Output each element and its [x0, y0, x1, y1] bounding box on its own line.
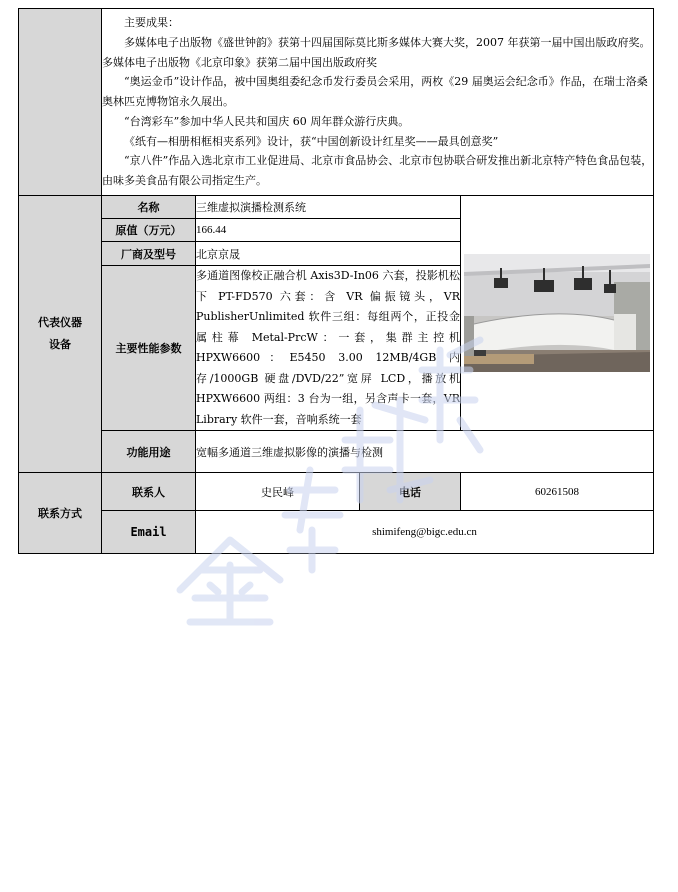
params-label: 主要性能参数 [102, 266, 196, 431]
phone-value: 60261508 [461, 473, 654, 511]
params-value: 多通道图像校正融合机 Axis3D-In06 六套，投影机松下 PT-FD570 六套：含 VR 偏振镜头，VR PublisherUnlimited 软件三组：每组两个，正投金属柱幕 Metal-PrcW：一套，集群主控机 HPXW6600：E5450 3.00 12MB/4GB 内存/1000GB 硬盘/DVD/22”宽屏 LCD，播放机 HPXW6600 两组：3 台为一组，另含声卡一套，VR Library 软件一套，音响系统一套 [196, 266, 461, 431]
use-value: 宽幅多通道三维虚拟影像的演播与检测 [196, 431, 654, 473]
equipment-photo [464, 254, 650, 372]
achievement-paragraph: 多媒体电子出版物《盛世钟韵》获第十四届国际莫比斯多媒体大赛大奖，2007 年获第一届中国出版政府奖。多媒体电子出版物《北京印象》获第二届中国出版政府奖 [102, 36, 651, 69]
person-label: 联系人 [102, 473, 196, 511]
achievements-label-cell [19, 9, 102, 196]
phone-label: 电话 [360, 473, 461, 511]
achievement-paragraph: 《纸有—相册相框相夹系列》设计，获“中国创新设计红星奖——最具创意奖” [124, 134, 499, 148]
achievement-paragraph: “台湾彩车”参加中华人民共和国庆 60 周年群众游行庆典。 [124, 114, 410, 128]
name-label: 名称 [102, 196, 196, 219]
maker-label: 厂商及型号 [102, 242, 196, 266]
achievement-paragraph: “京八件”作品入选北京市工业促进局、北京市食品协会、北京市包协联合研发推出新北京特产特色食品包装，由味多美食品有限公司指定生产。 [102, 154, 653, 187]
contact-section-label: 联系方式 [19, 473, 102, 554]
price-value: 166.44 [196, 219, 461, 242]
person-value: 史民峰 [196, 473, 360, 511]
equipment-info-table [18, 8, 654, 554]
email-label: Email [102, 511, 196, 554]
email-value: shimifeng@bigc.edu.cn [196, 511, 654, 554]
equipment-section-label: 代表仪器设备 [19, 196, 102, 473]
achievement-paragraph: “奥运金币”设计作品，被中国奥组委纪念币发行委员会采用，两枚《29 届奥运会纪念币》作品，在瑞士洛桑奥林匹克博物馆永久展出。 [102, 75, 648, 109]
equipment-photo-cell [461, 196, 654, 431]
achievements-cell [102, 9, 654, 196]
name-value: 三维虚拟演播检测系统 [196, 196, 461, 219]
achievements-heading: 主要成果： [124, 16, 179, 30]
price-label: 原值（万元） [102, 219, 196, 242]
use-label: 功能用途 [102, 431, 196, 473]
maker-value: 北京京晟 [196, 242, 461, 266]
